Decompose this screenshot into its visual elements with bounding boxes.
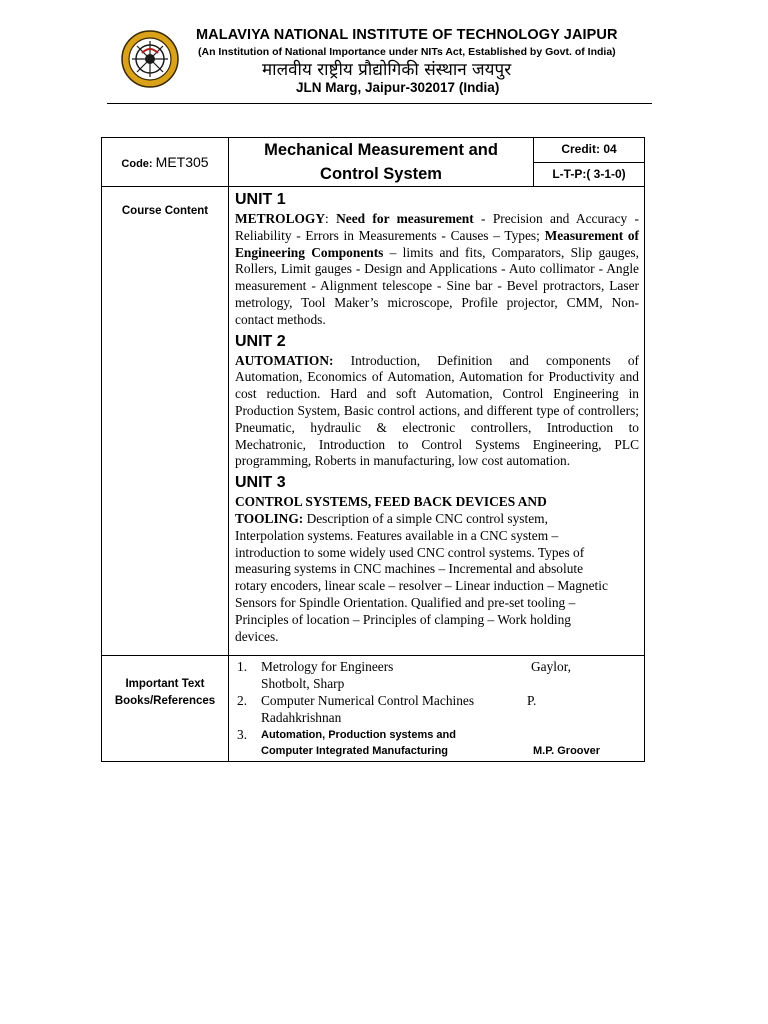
unit-heading: UNIT 2: [235, 332, 286, 350]
reference-item: 1. Metrology for Engineers Gaylor, Shotbolt, Sharp: [237, 659, 571, 692]
institute-hindi-name: मालवीय राष्ट्रीय प्रौद्योगिकी संस्थान जयपुर: [262, 60, 512, 80]
course-title: [229, 138, 534, 187]
unit-3-text: CONTROL SYSTEMS, FEED BACK DEVICES AND TOOLING: Description of a simple CNC control system, Interpolation systems. Features available in a CNC system – introduction to some widely used CNC control systems. Types of measuring systems in CNC machines – Incremental and absolute rotary encoders, linear scale – resolver – Linear induction – Magnetic Sensors for Spindle Orientation. Qualified and pre-set tooling – Principles of location – Principles of clamping – Work holding devices.: [235, 494, 608, 644]
reference-item: 2. Computer Numerical Control Machines P. Radahkrishnan: [237, 693, 537, 726]
unit-3-lead: CONTROL SYSTEMS, FEED BACK DEVICES AND TOOLING:: [235, 494, 547, 526]
ltp-cell: L-T-P:( 3-1-0): [534, 162, 645, 187]
letterhead: [0, 0, 768, 110]
syllabus-table: [101, 137, 645, 762]
institute-logo: [120, 29, 180, 89]
institute-subtitle: (An Institution of National Importance under NITs Act, Established by Govt. of India): [198, 46, 616, 58]
unit-heading: UNIT 3: [235, 474, 286, 492]
course-code: MET305: [155, 154, 209, 170]
unit-2-text: AUTOMATION: Introduction, Definition and components of Automation, Economics of Automation, Automation for Productivity and cost reduction. Hard and soft Automation, Control Engineering in Production System, Basic control actions, and different type of controllers; Pneumatic, hydraulic & electronic controllers, Introduction to Mechatronic, Introduction to Control Systems Engineering, PLC programming, Roberts in manufacturing, low cost automation.: [235, 352, 639, 469]
course-content-label: Course Content: [102, 187, 229, 656]
credit-cell: Credit: 04: [534, 138, 645, 163]
course-title-line2: Control System: [320, 165, 442, 183]
unit-1-text: METROLOGY: Need for measurement - Precision and Accuracy - Reliability - Errors in Measurements - Causes – Types; Measurement of Engineering Components – limits and fits, Comparators, Slip gauges, Rollers, Limit gauges - Design and Applications - Auto collimator - Angle measurement - Alignment telescope - Sine bar - Bevel protractors, Laser metrology, Tool Maker’s microscope, Profile projector, CMM, Non-contact methods.: [235, 211, 640, 327]
references-list: [235, 658, 636, 759]
course-content: [229, 187, 645, 656]
unit-2-lead: AUTOMATION:: [235, 352, 334, 368]
course-code-label: Code:: [121, 158, 156, 170]
references-list-cell: [229, 656, 645, 762]
institute-address: JLN Marg, Jaipur-302017 (India): [296, 80, 500, 95]
reference-item: 3. Automation, Production systems and Computer Integrated Manufacturing M.P. Groover: [237, 727, 601, 758]
unit-heading: UNIT 1: [235, 191, 286, 208]
course-code-cell: [102, 138, 229, 187]
institute-name: MALAVIYA NATIONAL INSTITUTE OF TECHNOLOGY JAIPUR: [196, 27, 618, 43]
unit-1-lead: METROLOGY: [235, 211, 326, 226]
references-label: Important Text Books/References: [102, 656, 229, 762]
course-title-line1: Mechanical Measurement and: [264, 141, 498, 159]
header-divider: [107, 103, 652, 104]
